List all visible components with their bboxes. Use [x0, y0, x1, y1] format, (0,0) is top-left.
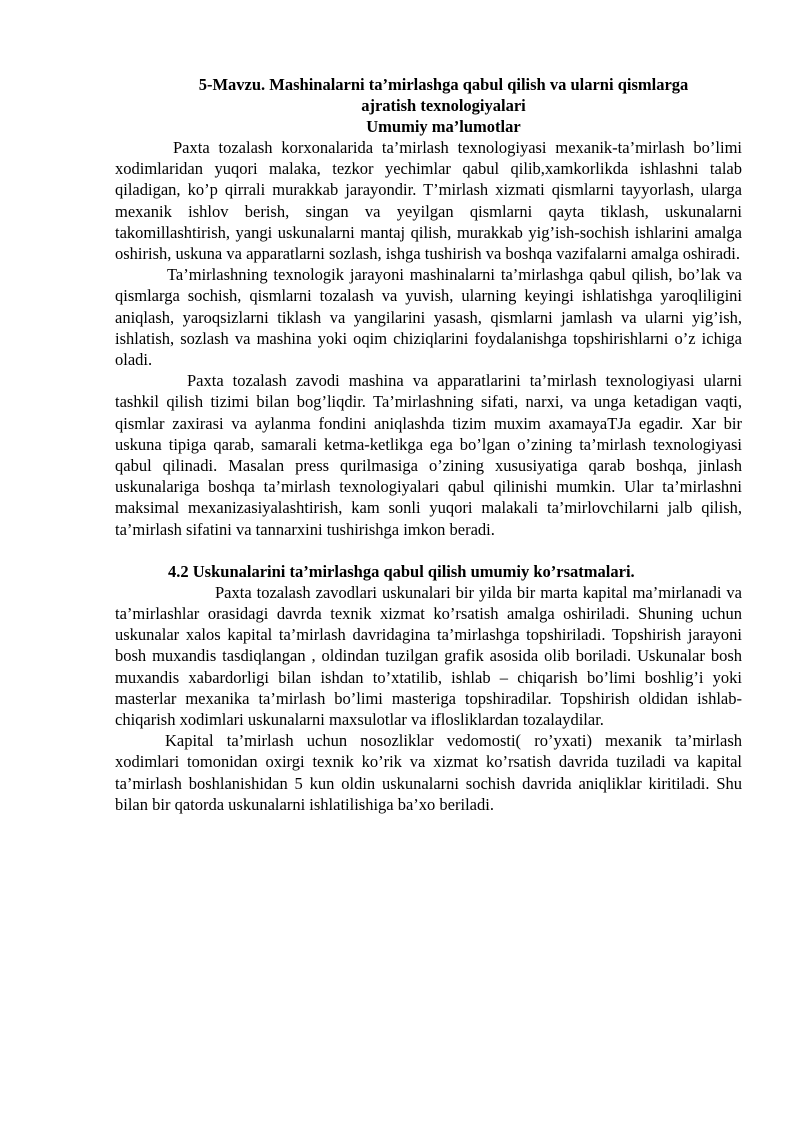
document-title-continued: ajratish texnologiyalari: [361, 96, 526, 115]
body-paragraph: Ta’mirlashning texnologik jarayoni mashinalarni ta’mirlashga qabul qilish, bo’lak va qismlarga sochish, qismlarni tozalash va yuvish, ularning keyingi ishlatishga yaroqliligini aniqlash, yaroqsizlarni tiklash va yangilarini yasash, qismlarni jamlash va ularni yig’ish, ishlatish, sozlash va mashina yoki oqim chiziqlarini foydalanishga topshirishlarni o’z ichiga oladi.: [115, 265, 742, 370]
section-paragraph: Kapital ta’mirlash uchun nosozliklar vedomosti( ro’yxati) mexanik ta’mirlash xodimlari tomonidan oxirgi texnik ko’rik va xizmat ko’rsatish davrida tuziladi va kapital ta’mirlash boshlanishidan 5 kun oldin uskunalarni sochish davrida aniqliklar kiritiladi. Shu bilan bir qatorda uskunalarni ishlatilishiga ba’xo beriladi.: [115, 731, 742, 814]
section-heading: 4.2 Uskunalarini ta’mirlashga qabul qilish umumiy ko’rsatmalari.: [168, 561, 635, 581]
section-paragraph: Paxta tozalash zavodlari uskunalari bir yilda bir marta kapital ma’mirlanadi va ta’mirlashlar orasidagi davrda texnik xizmat ko’rsatish amalga oshiriladi. Shuning uchun uskunalar xalos kapital ta’mirlash davridagina ta’mirlashga topshiriladi. Topshirish jarayoni bosh muxandis tasdiqlangan , oldindan tuzilgan grafik asosida olib boriladi. Uskunalar bosh muxandis xabardorligi bilan ishdan to’xtatilib, ishlab – chiqarish bo’limi boshlig’i yoki masterlar mexanika ta’mirlash bo’limi masteriga topshiradilar. Topshirish oldidan ishlab-chiqarish xodimlari uskunalarni maxsulotlar va iflosliklardan tozalaydilar.: [115, 582, 742, 730]
document-title: 5-Mavzu. Mashinalarni ta’mirlashga qabul qilish va ularni qismlarga: [198, 75, 689, 94]
document-page: [115, 74, 742, 815]
body-paragraph: Paxta tozalash korxonalarida ta’mirlash texnologiyasi mexanik-ta’mirlash bo’limi xodimlaridan yuqori malaka, tezkor yechimlar qabul qilib,xamkorlikda ishlashni talab qiladigan, ko’p qirrali murakkab jarayondir. T’mirlash xizmati qismlarni tayyorlash, ularga mexanik ishlov berish, singan va yeyilgan qismlarni qayta tiklash, uskunalarni takomillashtirish, yangi uskunalarni mantaj qilish, murakkab yig’ish-sochish ishlarini amalga oshirish, uskuna va apparatlarni sozlash, ishga tushirish va boshqa vazifalarni amalga oshiradi.: [115, 138, 742, 264]
body-paragraph: Paxta tozalash zavodi mashina va apparatlarini ta’mirlash texnologiyasi ularni tashkil qilish tizimi bilan bog’liqdir. Ta’mirlashning sifati, narxi, va unga ketadigan vaqti, qismlar zaxirasi va aylanma fondini aniqlashda tizim muxim axamayaTJa egadir. Xar bir uskuna tipiga qarab, samarali ketma-ketlikga ega bo’lgan o’zining ta’mirlash texnologiyasi qabul qilinadi. Masalan press qurilmasiga o’zining xususiyatiga qarab boshqa, jinlash uskunalariga boshqa ta’mirlash texnologiyalari qabul qilinishi mumkin. Ular ta’mirlashni maksimal mexanizasiyalashtirish, kam sonli yuqori malakali ta’mirlovchilarni jalb qilish, ta’mirlash sifatini va tannarxini tushirishga imkon beradi.: [115, 371, 742, 539]
document-subtitle: Umumiy ma’lumotlar: [366, 117, 521, 136]
